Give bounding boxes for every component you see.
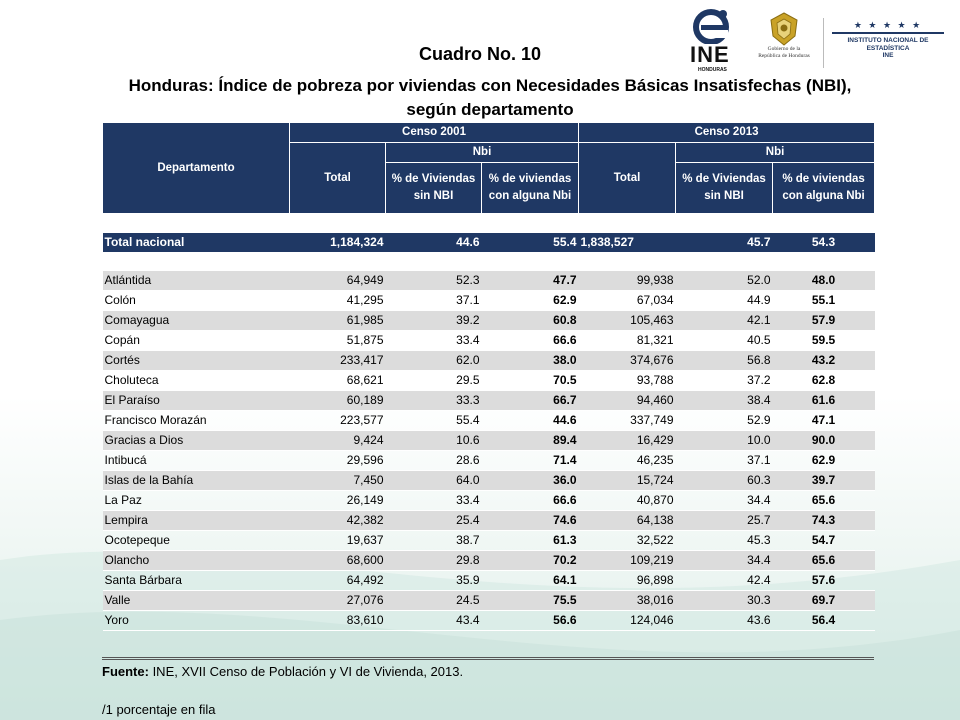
cell-pct-con-2001: 66.6 bbox=[553, 493, 577, 507]
cell-departamento: Yoro bbox=[104, 613, 129, 627]
table-row bbox=[103, 371, 875, 391]
institute-logo-line3: INE bbox=[882, 52, 894, 59]
cell-pct-sin-2001: 35.9 bbox=[456, 573, 480, 587]
table-row bbox=[103, 271, 875, 291]
cell-total-2013: 32,522 bbox=[636, 533, 674, 547]
cell-pct-sin-2001: 38.7 bbox=[456, 533, 480, 547]
header-censo-2001: Censo 2001 bbox=[290, 123, 579, 143]
cell-departamento: Santa Bárbara bbox=[104, 573, 182, 587]
cell-total-2001: 29,596 bbox=[346, 453, 384, 467]
table-body bbox=[103, 214, 875, 631]
cell-pct-sin-2013: 37.1 bbox=[747, 453, 771, 467]
cell-pct-con-2013: 48.0 bbox=[773, 271, 875, 291]
cell-pct-sin-2001: 24.5 bbox=[386, 591, 482, 611]
table-row bbox=[103, 591, 875, 611]
table-row bbox=[103, 451, 875, 471]
cell-departamento: Atlántida bbox=[103, 271, 290, 291]
total-cell-total-2001: 1,184,324 bbox=[290, 233, 386, 252]
cell-pct-sin-2013: 38.4 bbox=[676, 391, 773, 411]
total-nacional-row bbox=[103, 233, 875, 252]
government-logo-line2: República de Honduras bbox=[758, 52, 810, 59]
cell-pct-con-2001: 89.4 bbox=[482, 431, 579, 451]
cell-total-2001: 233,417 bbox=[290, 351, 386, 371]
header-pct-sin-2001: % de Viviendas sin NBI bbox=[386, 163, 482, 214]
cell-total-2013: 15,724 bbox=[579, 471, 676, 491]
table-row bbox=[103, 531, 875, 551]
cell-pct-con-2013: 62.8 bbox=[811, 373, 836, 387]
table-number-title: Cuadro No. 10 bbox=[418, 44, 542, 64]
table-subtitle: Honduras: Índice de pobreza por viviendas con Necesidades Básicas Insatisfechas (NBI), según departamento bbox=[128, 76, 852, 119]
ine-e-icon bbox=[692, 8, 730, 44]
table-row bbox=[103, 331, 875, 351]
cell-pct-sin-2013: 44.9 bbox=[747, 293, 771, 307]
table-row bbox=[103, 391, 875, 411]
institute-logo-line1: INSTITUTO NACIONAL DE bbox=[847, 37, 929, 44]
cell-pct-con-2001: 64.1 bbox=[553, 573, 577, 587]
total-cell-pct-con-2001: 55.4 bbox=[482, 233, 579, 252]
cell-pct-con-2013: 57.6 bbox=[811, 573, 836, 587]
cell-total-2013: 94,460 bbox=[579, 391, 676, 411]
table-row bbox=[103, 311, 875, 331]
cell-pct-con-2001: 47.7 bbox=[482, 271, 579, 291]
cell-pct-con-2001: 56.6 bbox=[553, 613, 577, 627]
cell-departamento: Intibucá bbox=[104, 453, 147, 467]
cell-pct-sin-2001: 64.0 bbox=[386, 471, 482, 491]
cell-pct-sin-2013: 10.0 bbox=[676, 431, 773, 451]
cell-departamento: Valle bbox=[103, 591, 290, 611]
government-logo-line1: Gobierno de la bbox=[767, 46, 801, 52]
cell-pct-con-2013: 55.1 bbox=[811, 293, 836, 307]
cell-pct-con-2013: 74.3 bbox=[773, 511, 875, 531]
cell-pct-con-2013: 90.0 bbox=[773, 431, 875, 451]
cell-total-2013: 93,788 bbox=[636, 373, 674, 387]
cell-departamento: Lempira bbox=[103, 511, 290, 531]
nbi-table bbox=[102, 122, 875, 631]
ine-logo-text: INE bbox=[690, 42, 730, 67]
cell-pct-con-2013: 65.6 bbox=[773, 551, 875, 571]
header-nbi-2001: Nbi bbox=[386, 143, 579, 163]
cell-pct-sin-2013: 52.9 bbox=[747, 413, 771, 427]
cell-departamento: Choluteca bbox=[104, 373, 159, 387]
cell-departamento: Ocotepeque bbox=[104, 533, 170, 547]
cell-pct-con-2013: 57.9 bbox=[773, 311, 875, 331]
cell-pct-con-2001: 62.9 bbox=[553, 293, 577, 307]
cell-departamento: Copán bbox=[104, 333, 140, 347]
cell-pct-sin-2013: 42.4 bbox=[747, 573, 771, 587]
cell-total-2013: 374,676 bbox=[579, 351, 676, 371]
cell-departamento: El Paraíso bbox=[103, 391, 290, 411]
cell-pct-sin-2013: 56.8 bbox=[676, 351, 773, 371]
cell-pct-con-2013: 62.9 bbox=[811, 453, 836, 467]
cell-total-2001: 42,382 bbox=[290, 511, 386, 531]
cell-pct-sin-2013: 42.1 bbox=[676, 311, 773, 331]
cell-total-2001: 27,076 bbox=[290, 591, 386, 611]
total-cell-departamento: Total nacional bbox=[103, 233, 290, 252]
cell-pct-con-2013: 65.6 bbox=[811, 493, 836, 507]
cell-pct-con-2001: 75.5 bbox=[482, 591, 579, 611]
source-label: Fuente: bbox=[102, 664, 149, 679]
cell-pct-con-2001: 66.7 bbox=[482, 391, 579, 411]
coat-of-arms-icon bbox=[769, 12, 799, 46]
cell-departamento: Colón bbox=[104, 293, 136, 307]
cell-pct-sin-2001: 10.6 bbox=[386, 431, 482, 451]
cell-pct-con-2001: 44.6 bbox=[553, 413, 577, 427]
cell-pct-sin-2013: 60.3 bbox=[676, 471, 773, 491]
cell-pct-con-2001: 70.2 bbox=[482, 551, 579, 571]
header-row-1 bbox=[103, 123, 875, 143]
cell-pct-sin-2001: 39.2 bbox=[386, 311, 482, 331]
cell-pct-sin-2013: 34.4 bbox=[676, 551, 773, 571]
cell-pct-con-2013: 39.7 bbox=[773, 471, 875, 491]
cell-pct-con-2013: 47.1 bbox=[811, 413, 836, 427]
table-row bbox=[103, 351, 875, 371]
header-total-2001: Total bbox=[290, 143, 386, 214]
ine-logo-subtext: HONDURAS bbox=[698, 67, 727, 73]
cell-total-2013: 105,463 bbox=[579, 311, 676, 331]
table-row bbox=[103, 611, 875, 631]
cell-total-2013: 40,870 bbox=[636, 493, 674, 507]
cell-total-2001: 61,985 bbox=[290, 311, 386, 331]
cell-pct-sin-2013: 25.7 bbox=[676, 511, 773, 531]
cell-total-2001: 51,875 bbox=[346, 333, 384, 347]
stars-icon: ★ ★ ★ ★ ★ bbox=[853, 20, 923, 30]
header-pct-con-2013: % de viviendas con alguna Nbi bbox=[773, 163, 875, 214]
cell-pct-con-2001: 74.6 bbox=[482, 511, 579, 531]
cell-pct-sin-2001: 29.8 bbox=[386, 551, 482, 571]
cell-pct-con-2001: 71.4 bbox=[553, 453, 577, 467]
cell-pct-sin-2001: 43.4 bbox=[456, 613, 480, 627]
cell-departamento: Olancho bbox=[103, 551, 290, 571]
table-row bbox=[103, 571, 875, 591]
cell-pct-con-2013: 61.6 bbox=[773, 391, 875, 411]
cell-departamento: Cortés bbox=[103, 351, 290, 371]
cell-total-2001: 223,577 bbox=[340, 413, 384, 427]
total-cell-pct-con-2013: 54.3 bbox=[773, 233, 875, 252]
cell-pct-sin-2001: 55.4 bbox=[456, 413, 480, 427]
cell-total-2013: 109,219 bbox=[579, 551, 676, 571]
cell-departamento: Gracias a Dios bbox=[103, 431, 290, 451]
cell-pct-sin-2013: 34.4 bbox=[747, 493, 771, 507]
cell-total-2013: 81,321 bbox=[636, 333, 674, 347]
cell-pct-sin-2013: 40.5 bbox=[747, 333, 771, 347]
cell-pct-sin-2001: 29.5 bbox=[456, 373, 480, 387]
cell-pct-con-2001: 38.0 bbox=[482, 351, 579, 371]
spacer-row bbox=[103, 214, 875, 234]
cell-pct-sin-2013: 30.3 bbox=[676, 591, 773, 611]
cell-total-2001: 64,949 bbox=[290, 271, 386, 291]
cell-pct-sin-2001: 52.3 bbox=[386, 271, 482, 291]
cell-pct-sin-2001: 28.6 bbox=[456, 453, 480, 467]
total-cell-pct-sin-2013: 45.7 bbox=[676, 233, 773, 252]
cell-pct-con-2013: 54.7 bbox=[811, 533, 836, 547]
header-censo-2013: Censo 2013 bbox=[579, 123, 875, 143]
cell-total-2013: 99,938 bbox=[579, 271, 676, 291]
header-pct-con-2001: % de viviendas con alguna Nbi bbox=[482, 163, 579, 214]
cell-total-2001: 64,492 bbox=[346, 573, 384, 587]
cell-pct-sin-2001: 33.4 bbox=[456, 493, 480, 507]
cell-pct-con-2013: 69.7 bbox=[773, 591, 875, 611]
cell-total-2013: 46,235 bbox=[636, 453, 674, 467]
header-total-2013: Total bbox=[579, 143, 676, 214]
source-line bbox=[102, 664, 463, 679]
cell-total-2001: 41,295 bbox=[346, 293, 384, 307]
cell-total-2013: 38,016 bbox=[579, 591, 676, 611]
cell-pct-sin-2001: 25.4 bbox=[386, 511, 482, 531]
cell-departamento: La Paz bbox=[104, 493, 142, 507]
cell-total-2001: 60,189 bbox=[290, 391, 386, 411]
table-row bbox=[103, 411, 875, 431]
table-row bbox=[103, 431, 875, 451]
spacer-row bbox=[103, 252, 875, 271]
cell-total-2001: 26,149 bbox=[346, 493, 384, 507]
table-row bbox=[103, 511, 875, 531]
cell-pct-con-2001: 70.5 bbox=[553, 373, 577, 387]
cell-pct-con-2013: 43.2 bbox=[773, 351, 875, 371]
cell-pct-sin-2001: 33.3 bbox=[386, 391, 482, 411]
cell-departamento: Francisco Morazán bbox=[104, 413, 207, 427]
cell-pct-con-2013: 56.4 bbox=[811, 613, 836, 627]
cell-pct-con-2001: 61.3 bbox=[553, 533, 577, 547]
cell-total-2013: 67,034 bbox=[636, 293, 674, 307]
cell-total-2013: 124,046 bbox=[630, 613, 674, 627]
cell-pct-sin-2001: 37.1 bbox=[456, 293, 480, 307]
source-text: INE, XVII Censo de Población y VI de Vivienda, 2013. bbox=[148, 664, 464, 679]
cell-pct-sin-2013: 43.6 bbox=[747, 613, 771, 627]
footer-rule bbox=[102, 657, 874, 660]
total-cell-pct-sin-2001: 44.6 bbox=[386, 233, 482, 252]
table-row bbox=[103, 471, 875, 491]
cell-total-2001: 7,450 bbox=[290, 471, 386, 491]
header-nbi-2013: Nbi bbox=[676, 143, 875, 163]
cell-total-2013: 96,898 bbox=[636, 573, 674, 587]
header-pct-sin-2013: % de Viviendas sin NBI bbox=[676, 163, 773, 214]
cell-total-2001: 19,637 bbox=[346, 533, 384, 547]
cell-pct-sin-2013: 45.3 bbox=[747, 533, 771, 547]
cell-total-2001: 68,600 bbox=[290, 551, 386, 571]
cell-pct-con-2001: 66.6 bbox=[553, 333, 577, 347]
cell-departamento: Islas de la Bahía bbox=[103, 471, 290, 491]
institute-logo-line2: ESTADÍSTICA bbox=[866, 44, 910, 52]
cell-pct-sin-2013: 52.0 bbox=[676, 271, 773, 291]
table-row bbox=[103, 291, 875, 311]
institute-logo-bar bbox=[832, 32, 944, 34]
table-row bbox=[103, 551, 875, 571]
cell-total-2001: 83,610 bbox=[346, 613, 384, 627]
cell-total-2013: 337,749 bbox=[630, 413, 674, 427]
cell-pct-con-2001: 36.0 bbox=[482, 471, 579, 491]
cell-pct-con-2001: 60.8 bbox=[482, 311, 579, 331]
cell-total-2001: 68,621 bbox=[346, 373, 384, 387]
cell-total-2001: 9,424 bbox=[290, 431, 386, 451]
cell-pct-con-2013: 59.5 bbox=[811, 333, 836, 347]
cell-departamento: Comayagua bbox=[103, 311, 290, 331]
cell-pct-sin-2001: 33.4 bbox=[456, 333, 480, 347]
cell-pct-sin-2013: 37.2 bbox=[747, 373, 771, 387]
footnote: /1 porcentaje en fila bbox=[102, 702, 216, 717]
table-row bbox=[103, 491, 875, 511]
header-departamento: Departamento bbox=[103, 123, 290, 214]
cell-total-2013: 64,138 bbox=[579, 511, 676, 531]
cell-total-2013: 16,429 bbox=[579, 431, 676, 451]
cell-pct-sin-2001: 62.0 bbox=[386, 351, 482, 371]
total-cell-total-2013: 1,838,527 bbox=[579, 233, 676, 252]
